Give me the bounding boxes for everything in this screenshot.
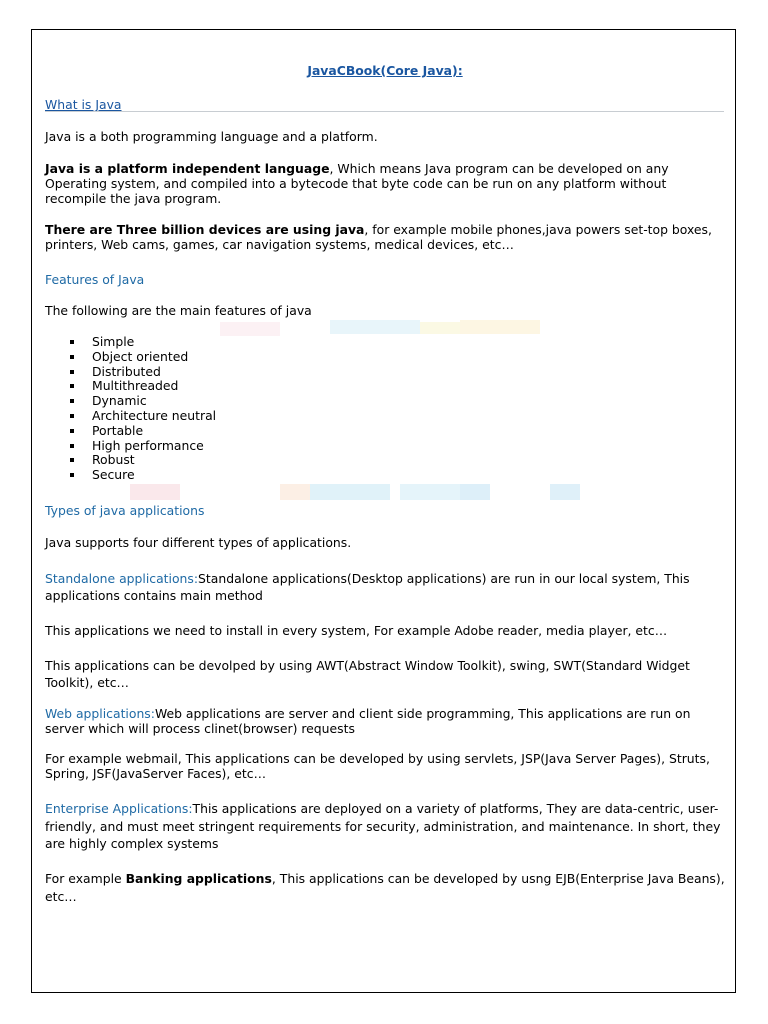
list-item-label: Distributed <box>92 363 161 379</box>
body-text: , Which means Java program can be developed on any Operating system, and compiled into a bytecode that byte code can be run on any platform without recompile the java program. <box>45 161 669 206</box>
list-item-label: Object oriented <box>92 348 189 364</box>
body-text: Web applications are server and client side programming, This applications are run on server which will process clinet(browser) requests <box>45 706 691 736</box>
bold-text: Java is a platform independent language <box>45 161 330 176</box>
types-intro: Java supports four different types of applications. <box>45 535 352 550</box>
bullet-icon <box>70 355 74 359</box>
bullet-icon <box>70 473 74 477</box>
document-title: JavaCBook(Core Java): <box>307 63 463 78</box>
bullet-icon <box>70 340 74 344</box>
list-item-label: Dynamic <box>92 393 147 409</box>
bullet-icon <box>70 384 74 388</box>
paragraph-standalone-install: This applications we need to install in every system, For example Adobe reader, media player, etc… <box>45 623 668 638</box>
paragraph-enterprise-example <box>45 870 725 905</box>
paragraph-java-platform: Java is a both programming language and a platform. <box>45 129 378 144</box>
bullet-icon <box>70 458 74 462</box>
heading-divider <box>45 111 724 112</box>
features-intro: The following are the main features of java <box>45 303 312 318</box>
list-item-label: Robust <box>92 452 135 468</box>
heading-what-is-java[interactable]: What is Java <box>45 97 122 112</box>
paragraph-enterprise <box>45 800 725 853</box>
list-item-label: High performance <box>92 437 204 453</box>
paragraph-platform-independent <box>45 161 725 206</box>
bullet-icon <box>70 414 74 418</box>
bold-text: There are Three billion devices are using java <box>45 222 365 237</box>
list-item <box>45 453 216 468</box>
enterprise-label: Enterprise Applications: <box>45 801 193 816</box>
bullet-icon <box>70 399 74 403</box>
paragraph-three-billion <box>45 222 725 252</box>
standalone-label: Standalone applications: <box>45 571 199 586</box>
list-item <box>45 424 216 439</box>
heading-types: Types of java applications <box>45 503 205 518</box>
list-item <box>45 350 216 365</box>
list-item-label: Simple <box>92 334 135 349</box>
paragraph-web <box>45 706 725 736</box>
paragraph-standalone <box>45 570 725 604</box>
body-text: , for example mobile phones,java powers set-top boxes, printers, Web cams, games, car navigation systems, medical devices, etc… <box>45 222 712 252</box>
web-label: Web applications: <box>45 706 155 721</box>
list-item <box>45 379 216 394</box>
body-text: This applications are deployed on a variety of platforms, They are data-centric, user-friendly, and must meet stringent requirements for security, administration, and maintenance. In short, they are highly complex systems <box>45 801 721 851</box>
list-item <box>45 335 216 350</box>
bullet-icon <box>70 429 74 433</box>
list-item <box>45 439 216 454</box>
list-item-label: Secure <box>92 467 135 483</box>
list-item <box>45 394 216 409</box>
bold-text: Banking applications <box>125 871 272 886</box>
list-item-label: Multithreaded <box>92 378 179 394</box>
paragraph-standalone-awt: This applications can be devolped by using AWT(Abstract Window Toolkit), swing, SWT(Standard Widget Toolkit), etc… <box>45 658 690 690</box>
body-text: For example <box>45 871 126 886</box>
features-list <box>45 335 216 483</box>
list-item <box>45 365 216 380</box>
bullet-icon <box>70 444 74 448</box>
body-text: , This applications can be developed by usng EJB(Enterprise Java Beans), etc… <box>45 871 725 904</box>
body-text: Standalone applications(Desktop applications) are run in our local system, This applications contains main method <box>45 571 690 603</box>
heading-features: Features of Java <box>45 272 145 287</box>
list-item-label: Architecture neutral <box>92 407 217 423</box>
paragraph-web-example: For example webmail, This applications can be developed by using servlets, JSP(Java Server Pages), Struts, Spring, JSF(JavaServer Faces), etc… <box>45 751 710 781</box>
list-item <box>45 468 216 483</box>
list-item-label: Portable <box>92 422 144 438</box>
list-item <box>45 409 216 424</box>
bullet-icon <box>70 370 74 374</box>
